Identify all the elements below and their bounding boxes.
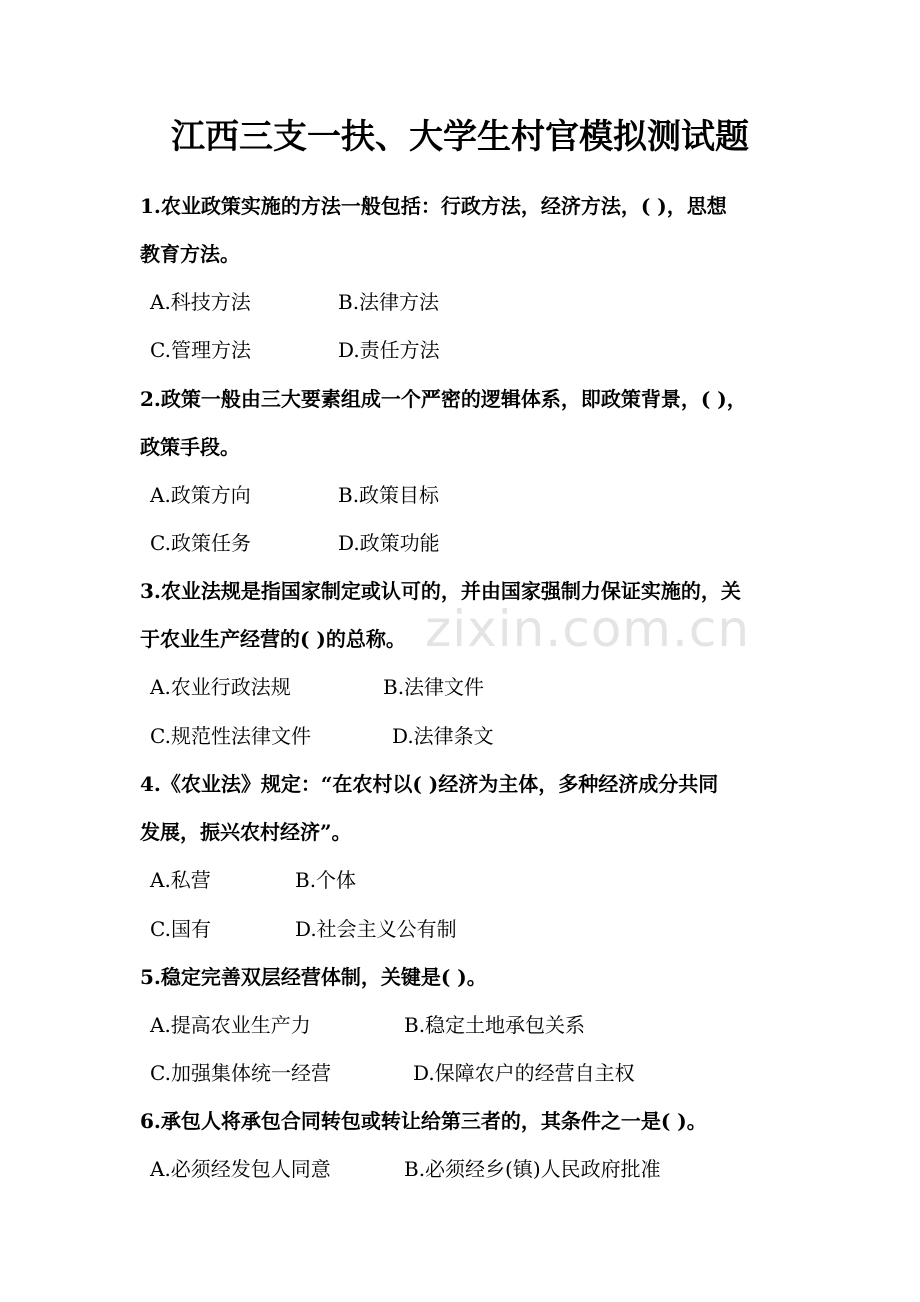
question-5-option-d: D.保障农户的经营自主权 [413, 1061, 635, 1085]
question-5-option-b: B.稳定土地承包关系 [404, 1013, 586, 1037]
question-2-option-b: B.政策目标 [338, 483, 440, 507]
question-2-line-1: 2.政策一般由三大要素组成一个严密的逻辑体系，即政策背景，( )， [140, 387, 747, 411]
question-6-option-b: B.必须经乡(镇)人民政府批准 [404, 1157, 661, 1181]
question-6-option-a: A.必须经发包人同意 [150, 1157, 331, 1181]
question-4-line-2: 发展，振兴农村经济”。 [140, 820, 352, 844]
question-1-option-c: C.管理方法 [150, 338, 251, 362]
question-4-option-b: B.个体 [295, 868, 357, 892]
question-3-option-b: B.法律文件 [383, 675, 485, 699]
question-1-option-b: B.法律方法 [338, 290, 440, 314]
question-1-line-1: 1.农业政策实施的方法一般包括：行政方法，经济方法，( )，思想 [140, 194, 727, 218]
question-6-line-1: 6.承包人将承包合同转包或转让给第三者的，其条件之一是( )。 [140, 1109, 707, 1133]
question-5-option-a: A.提高农业生产力 [150, 1013, 311, 1037]
question-2-option-a: A.政策方向 [150, 483, 251, 507]
watermark: zixin.com.cn [425, 600, 751, 658]
question-4-line-1: 4.《农业法》规定：“在农村以( )经济为主体，多种经济成分共同 [140, 772, 719, 796]
question-5-line-1: 5.稳定完善双层经营体制，关键是( )。 [140, 965, 487, 989]
question-3-option-c: C.规范性法律文件 [150, 724, 311, 748]
question-2-line-2: 政策手段。 [140, 435, 240, 459]
document-title: 江西三支一扶、大学生村官模拟测试题 [171, 117, 749, 157]
question-3-option-a: A.农业行政法规 [150, 675, 291, 699]
question-5-option-c: C.加强集体统一经营 [150, 1061, 331, 1085]
question-2-option-d: D.政策功能 [338, 531, 440, 555]
question-4-option-a: A.私营 [150, 868, 211, 892]
question-4-option-c: C.国有 [150, 917, 211, 941]
question-3-line-1: 3.农业法规是指国家制定或认可的，并由国家强制力保证实施的，关 [140, 579, 741, 603]
question-2-option-c: C.政策任务 [150, 531, 251, 555]
question-1-option-d: D.责任方法 [338, 338, 440, 362]
question-1-line-2: 教育方法。 [140, 242, 240, 266]
question-4-option-d: D.社会主义公有制 [295, 917, 457, 941]
question-1-option-a: A.科技方法 [150, 290, 251, 314]
question-3-option-d: D.法律条文 [392, 724, 494, 748]
question-3-line-2: 于农业生产经营的( )的总称。 [140, 627, 406, 651]
